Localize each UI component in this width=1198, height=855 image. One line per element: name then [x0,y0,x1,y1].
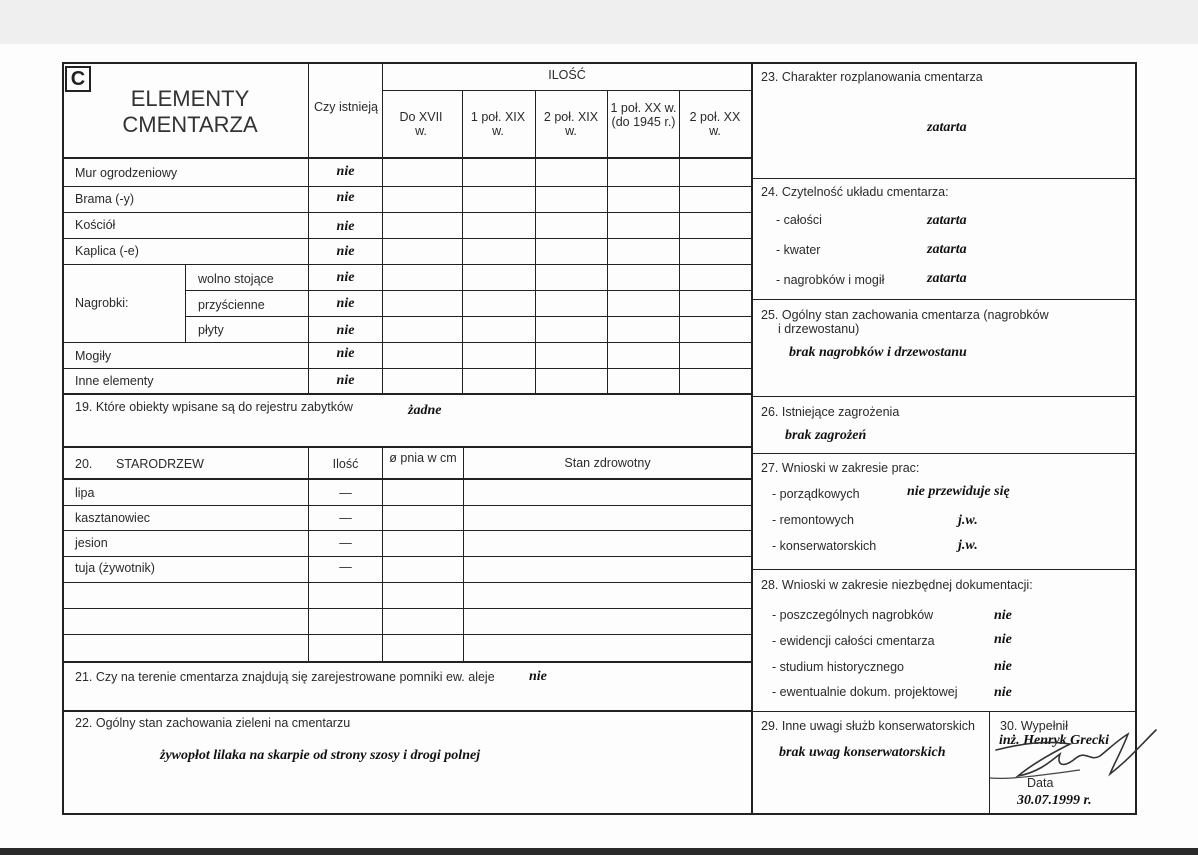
nagrobki-label: Nagrobki: [75,296,129,310]
q20-num: 20. [75,457,93,471]
row-value-wolno: nie [336,270,355,285]
q20-row-line-1 [62,505,751,506]
row-value-kosciol: nie [336,219,355,234]
signature-scribble [990,720,1170,788]
q24-item-kwater: - kwater [776,243,821,257]
row-value-brama: nie [336,190,355,205]
q22-label: 22. Ogólny stan zachowania zieleni na cmentarzu [75,716,351,730]
row-line-3 [62,238,751,239]
tree-value-jesion: — [339,536,352,550]
q25-label-1: 25. Ogólny stan zachowania cmentarza (nagrobków [761,308,1049,322]
row-label-kaplica: Kaplica (-e) [75,244,139,258]
period-4: 1 poł. XX w. (do 1945 r.) [610,101,677,129]
row-label-plyty: płyty [198,323,224,337]
q28-value-3: nie [994,659,1012,674]
period-5: 2 poł. XX w. [689,110,741,138]
tree-label-kasztanowiec: kasztanowiec [75,511,151,525]
row-value-inne: nie [336,373,355,388]
q27-value-porzadkowych: nie przewiduje się [907,484,1010,499]
q21-bottom-line [62,710,751,712]
row-value-przyscienne: nie [336,296,355,311]
q25-label-2: i drzewostanu) [778,322,860,336]
row-label-mogily: Mogiły [75,349,112,363]
q21-value: nie [529,669,547,684]
frame-top [62,62,1137,64]
row-label-wolno: wolno stojące [198,272,274,286]
q28-item-1: - poszczególnych nagrobków [772,608,934,622]
vline-p4 [607,90,608,394]
q20-header-line [62,478,751,480]
q20-title: STARODRZEW [116,457,204,471]
row-value-plyty: nie [336,323,355,338]
row-label-brama: Brama (-y) [75,192,135,206]
q27-item-remontowych: - remontowych [772,513,854,527]
q20-pnia-header: ø pnia w cm [389,451,457,465]
tree-value-kasztanowiec: — [339,511,352,525]
q27-item-porzadkowych: - porządkowych [772,487,860,501]
vline-p3 [535,90,536,394]
ilosc-underline [382,90,751,91]
q27-value-konserwatorskich: j.w. [958,538,978,553]
q28-value-1: nie [994,608,1012,623]
czy-istnieja-header: Czy istnieją [314,100,378,114]
row-value-kaplica: nie [336,244,355,259]
q29-label: 29. Inne uwagi służb konserwatorskich [761,719,976,733]
frame-left [62,62,64,815]
q20-row-line-2 [62,530,751,531]
q20-ilosc-header: Ilość [332,457,359,471]
q24-value-calosci: zatarta [927,213,967,228]
q28-item-4: - ewentualnie dokum. projektowej [772,685,958,699]
q21-label: 21. Czy na terenie cmentarza znajdują się zarejestrowane pomniki ew. aleje [75,670,495,684]
q28-item-3: - studium historycznego [772,660,905,674]
q24-value-kwater: zatarta [927,242,967,257]
q26-bottom-line [752,453,1136,454]
q27-bottom-line [752,569,1136,570]
period-1: Do XVII w. [399,110,443,138]
q24-label: 24. Czytelność układu cmentarza: [761,185,949,199]
tree-label-jesion: jesion [75,536,108,550]
q29-value: brak uwag konserwatorskich [779,745,946,760]
row-line-8 [62,368,751,369]
row-value-mogily: nie [336,346,355,361]
row-line-7 [62,342,751,343]
frame-right [1135,62,1137,815]
elements-title: ELEMENTY CMENTARZA [122,86,258,137]
tree-label-lipa: lipa [75,486,95,500]
tree-label-tuja: tuja (żywotnik) [75,561,155,575]
q28-item-2: - ewidencji całości cmentarza [772,634,935,648]
q24-item-calosci: - całości [776,213,822,227]
section-letter-box: C [65,66,91,92]
q19-bottom-line [62,446,751,448]
row-line-6 [185,316,751,317]
q20-row-line-4 [62,582,751,583]
q24-value-nagrobkow: zatarta [927,271,967,286]
q19-label: 19. Które obiekty wpisane są do rejestru zabytków [75,400,353,414]
row-value-mur: nie [336,164,355,179]
q28-bottom-line [752,711,1136,712]
q28-value-2: nie [994,632,1012,647]
row-line-5 [185,290,751,291]
frame-bottom [62,813,1137,815]
row-label-przyscienne: przyścienne [198,298,265,312]
q26-value: brak zagrożeń [785,428,867,443]
q30-date: 30.07.1999 r. [1017,793,1092,808]
row-line-1 [62,186,751,187]
period-2: 1 poł. XIX w. [470,110,526,138]
q24-bottom-line [752,299,1136,300]
vline-ilosc [382,62,383,394]
q23-value: zatarta [927,120,967,135]
nagrobki-vline [185,264,186,342]
row-label-kosciol: Kościół [75,218,116,232]
q23-bottom-line [752,178,1136,179]
row-line-2 [62,212,751,213]
q23-label: 23. Charakter rozplanowania cmentarza [761,70,983,84]
q22-value: żywopłot lilaka na skarpie od strony szosy i drogi polnej [160,748,481,763]
vline-p2 [462,90,463,394]
divider-middle [751,62,753,815]
vline-p5 [679,90,680,394]
header-bottom-line [62,157,751,159]
q27-label: 27. Wnioski w zakresie prac: [761,461,920,475]
row-label-inne: Inne elementy [75,374,154,388]
q24-item-nagrobkow: - nagrobków i mogił [776,273,885,287]
row-line-4 [62,264,751,265]
q20-row-line-6 [62,634,751,635]
q20-bottom-line [62,661,751,663]
q30-label: 30. Wypełnił [1000,719,1068,733]
q20-row-line-5 [62,608,751,609]
elements-bottom-line [62,393,751,395]
tree-value-tuja: — [339,560,352,574]
q28-value-4: nie [994,685,1012,700]
q20-stan-header: Stan zdrowotny [564,456,651,470]
q30-name: inż. Henryk Grecki [999,733,1110,748]
q26-label: 26. Istniejące zagrożenia [761,405,900,419]
row-label-mur: Mur ogrodzeniowy [75,166,178,180]
period-3: 2 poł. XIX w. [543,110,599,138]
q25-bottom-line [752,396,1136,397]
tree-value-lipa: — [339,486,352,500]
q25-value: brak nagrobków i drzewostanu [789,345,967,360]
q20-row-line-3 [62,556,751,557]
q27-value-remontowych: j.w. [958,513,978,528]
scan-top-band [0,0,1198,44]
q30-date-label: Data [1027,776,1054,790]
q19-value: żadne [408,403,442,418]
ilosc-header: ILOŚĆ [548,68,586,82]
q28-label: 28. Wnioski w zakresie niezbędnej dokumentacji: [761,578,1033,592]
q27-item-konserwatorskich: - konserwatorskich [772,539,877,553]
